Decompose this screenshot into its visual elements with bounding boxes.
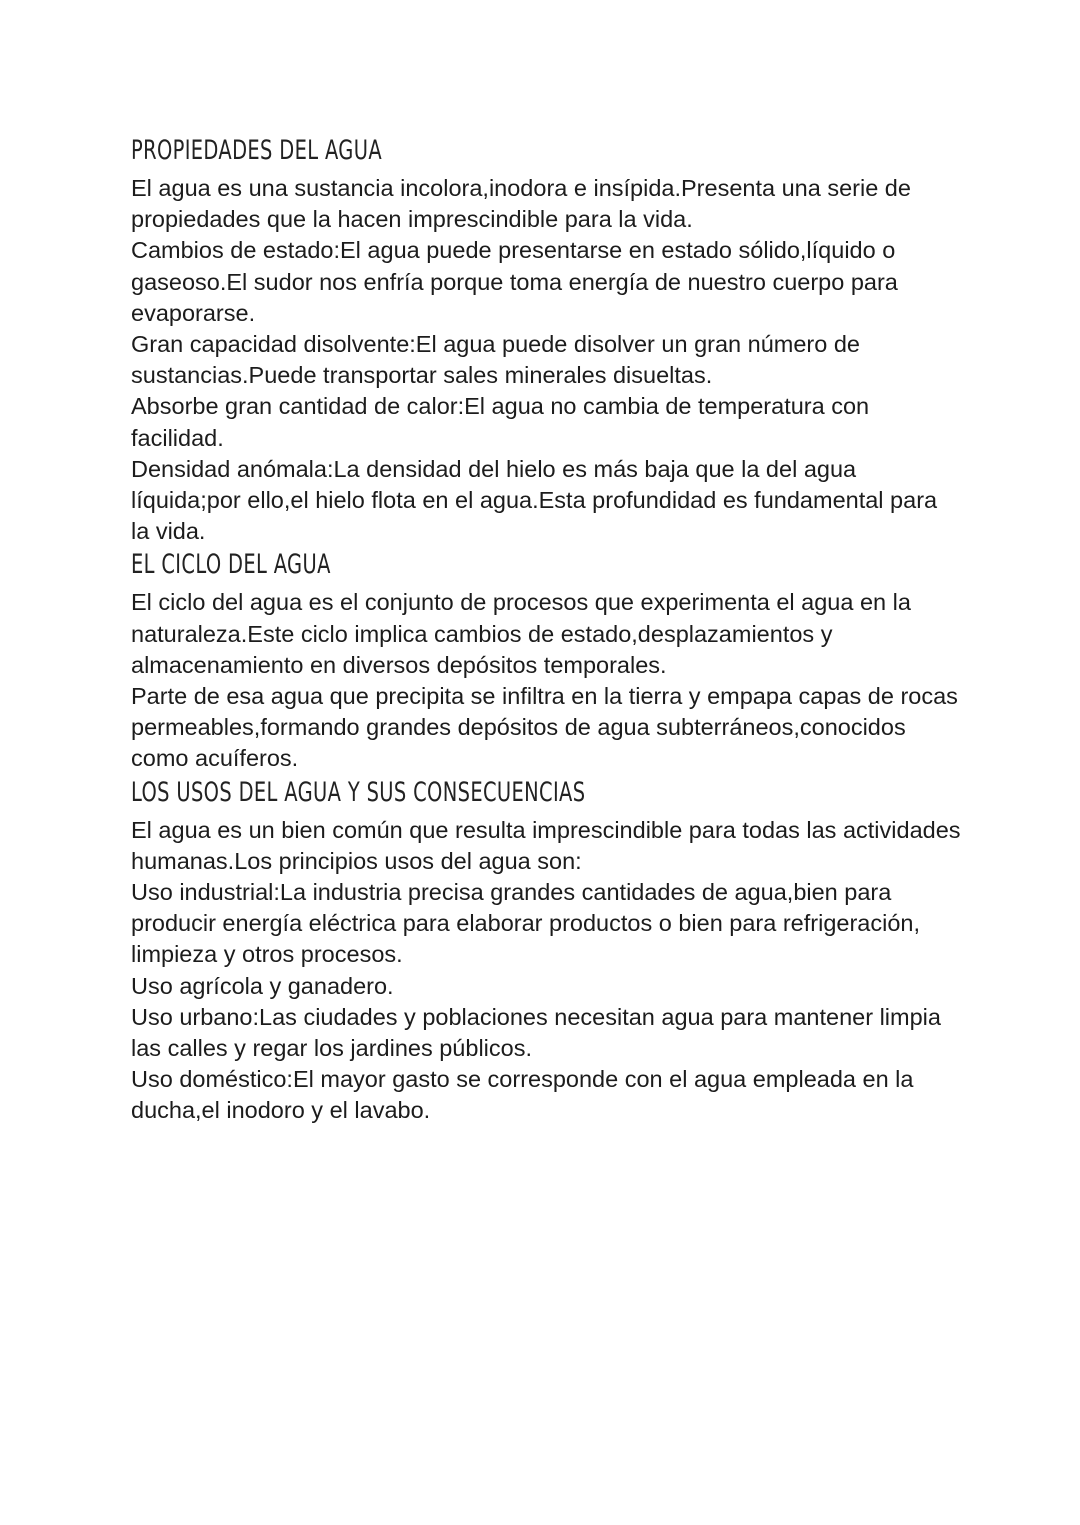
paragraph: Uso urbano:Las ciudades y poblaciones necesitan agua para mantener limpia las calles y regar los jardines públicos. xyxy=(131,1003,941,1062)
paragraph: El agua es una sustancia incolora,inodora e insípida.Presenta una serie de propiedades que la hacen imprescindible para la vida. xyxy=(131,175,911,233)
paragraph: El agua es un bien común que resulta imprescindible para todas las actividades humanas.Los principios usos del agua son: xyxy=(131,816,961,874)
paragraph: Parte de esa agua que precipita se infiltra en la tierra y empapa capas de rocas permeables,formando grandes depósitos de agua subterráneos,conocidos como acuíferos. xyxy=(131,683,958,772)
paragraph: El ciclo del agua es el conjunto de procesos que experimenta el agua en la naturaleza.Este ciclo implica cambios de estado,desplazamientos y almacenamiento en diversos depósitos temporales. xyxy=(131,589,911,678)
paragraph: Absorbe gran cantidad de calor:El agua no cambia de temperatura con facilidad. xyxy=(131,393,870,451)
section-title: EL CICLO DEL AGUA xyxy=(131,549,331,581)
paragraph: Uso doméstico:El mayor gasto se corresponde con el agua empleada en la ducha,el inodoro y el lavabo. xyxy=(131,1066,914,1124)
section-propiedades xyxy=(131,133,961,547)
section-title: PROPIEDADES DEL AGUA xyxy=(131,135,382,166)
paragraph: Densidad anómala:La densidad del hielo es más baja que la del agua líquida;por ello,el hielo flota en el agua.Esta profundidad es fundamental para la vida. xyxy=(131,455,938,545)
section-ciclo xyxy=(131,547,961,774)
document-page xyxy=(131,133,961,1127)
section-usos xyxy=(131,775,961,1127)
paragraph: Cambios de estado:El agua puede presentarse en estado sólido,líquido o gaseoso.El sudor nos enfría porque toma energía de nuestro cuerpo para evaporarse. xyxy=(131,237,898,326)
paragraph: Gran capacidad disolvente:El agua puede disolver un gran número de sustancias.Puede transportar sales minerales disueltas. xyxy=(131,331,860,389)
paragraph: Uso agrícola y ganadero. xyxy=(131,972,394,999)
paragraph: Uso industrial:La industria precisa grandes cantidades de agua,bien para producir energía eléctrica para elaborar productos o bien para refrigeración, limpieza y otros procesos. xyxy=(131,879,921,968)
section-title: LOS USOS DEL AGUA Y SUS CONSECUENCIAS xyxy=(131,776,586,808)
